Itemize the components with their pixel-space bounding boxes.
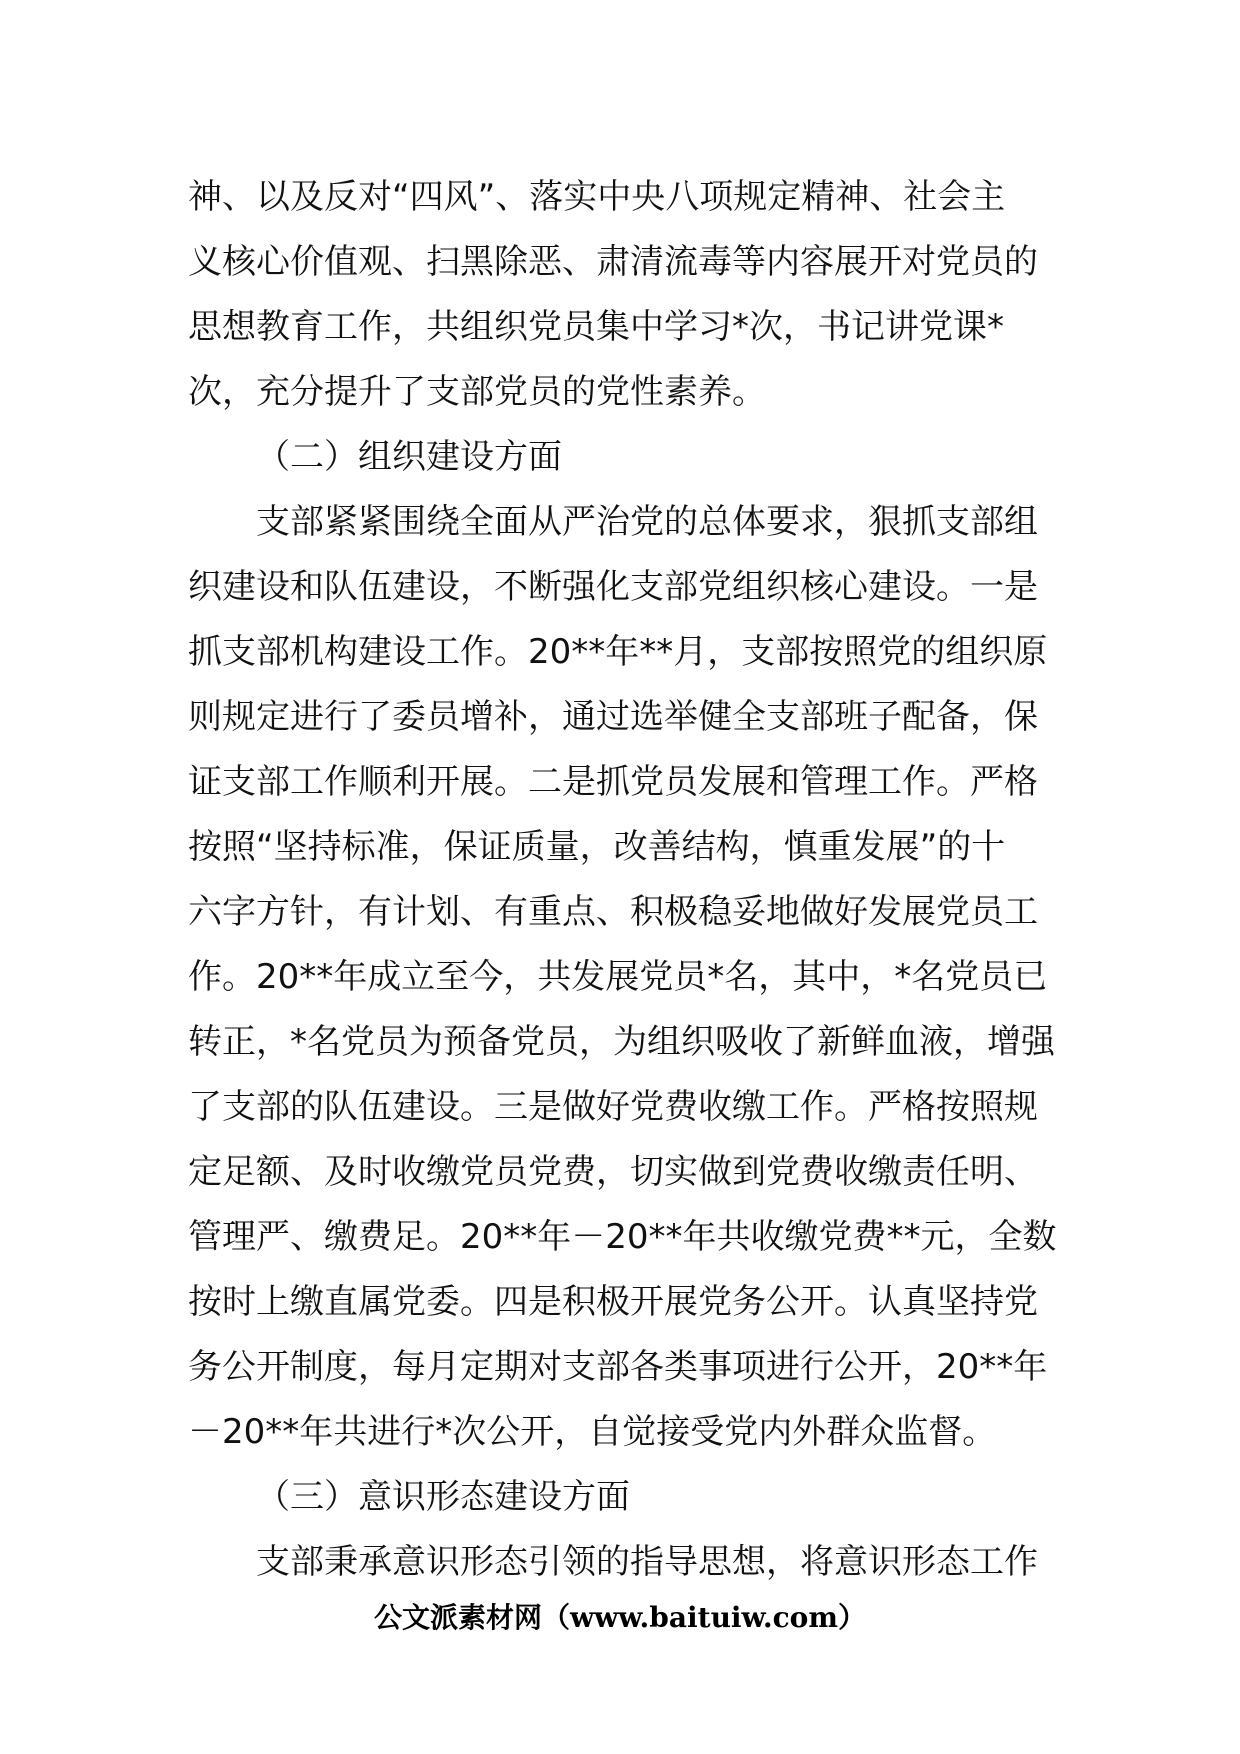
watermark-footer: 公文派素材网（www.baituiw.com） bbox=[374, 1601, 866, 1634]
text-line: 织建设和队伍建设，不断强化支部党组织核心建设。一是 bbox=[188, 567, 1038, 607]
text-line: 按时上缴直属党委。四是积极开展党务公开。认真坚持党 bbox=[188, 1282, 1038, 1322]
text-line: 抓支部机构建设工作。20**年**月，支部按照党的组织原 bbox=[188, 632, 1048, 672]
text-line: 转正，*名党员为预备党员，为组织吸收了新鲜血液，增强 bbox=[188, 1022, 1055, 1062]
paragraph-first-line: 支部紧紧围绕全面从严治党的总体要求，狠抓支部组 bbox=[256, 502, 1038, 542]
text-line: 证支部工作顺利开展。二是抓党员发展和管理工作。严格 bbox=[188, 762, 1038, 802]
paragraph-first-line: 支部秉承意识形态引领的指导思想，将意识形态工作 bbox=[256, 1542, 1038, 1582]
text-line: －20**年共进行*次公开，自觉接受党内外群众监督。 bbox=[188, 1412, 997, 1452]
text-line: 义核心价值观、扫黑除恶、肃清流毒等内容展开对党员的 bbox=[188, 242, 1038, 282]
text-line: 六字方针，有计划、有重点、积极稳妥地做好发展党员工 bbox=[188, 892, 1038, 932]
text-line: 了支部的队伍建设。三是做好党费收缴工作。严格按照规 bbox=[188, 1087, 1038, 1127]
text-line: 定足额、及时收缴党员党费，切实做到党费收缴责任明、 bbox=[188, 1152, 1038, 1192]
text-line: 思想教育工作，共组织党员集中学习*次，书记讲党课* bbox=[188, 307, 1004, 347]
section-heading: （二）组织建设方面 bbox=[256, 437, 562, 477]
text-line: 管理严、缴费足。20**年－20**年共收缴党费**元，全数 bbox=[188, 1217, 1057, 1257]
text-line: 次，充分提升了支部党员的党性素养。 bbox=[188, 372, 766, 412]
text-line: 则规定进行了委员增补，通过选举健全支部班子配备，保 bbox=[188, 697, 1038, 737]
section-heading: （三）意识形态建设方面 bbox=[256, 1477, 630, 1517]
text-line: 神、以及反对“四风”、落实中央八项规定精神、社会主 bbox=[188, 177, 1006, 217]
text-line: 务公开制度，每月定期对支部各类事项进行公开，20**年 bbox=[188, 1347, 1048, 1387]
document-body bbox=[188, 165, 1058, 1595]
text-line: 作。20**年成立至今，共发展党员*名，其中，*名党员已 bbox=[188, 957, 1048, 997]
text-line: 按照“坚持标准，保证质量，改善结构，慎重发展”的十 bbox=[188, 827, 1006, 867]
